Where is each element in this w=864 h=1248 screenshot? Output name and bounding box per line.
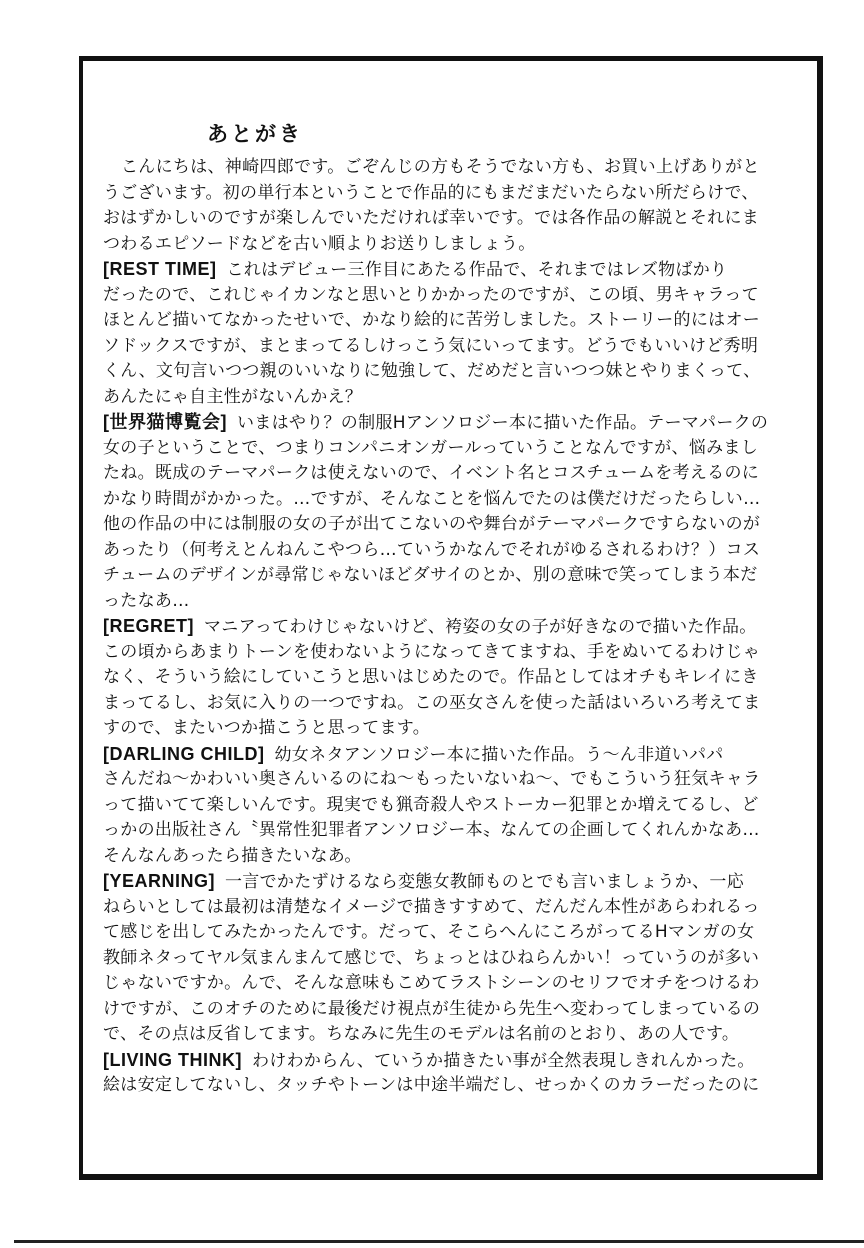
text-line bbox=[103, 538, 793, 564]
line-text: ったなあ… bbox=[103, 590, 190, 611]
text-line bbox=[103, 971, 793, 997]
text-line bbox=[103, 359, 793, 385]
line-text: 女の子ということで、つまりコンパニオンガールっていうことなんですが、悩みまし bbox=[103, 437, 759, 458]
section-heading: [REGRET] bbox=[103, 616, 194, 636]
line-text: ねらいとしては最初は清楚なイメージで描きすすめて、だんだん本性があらわれるっ bbox=[103, 896, 760, 917]
line-text: けですが、このオチのために最後だけ視点が生徒から先生へ変わってしまっているの bbox=[103, 998, 761, 1019]
line-text: すので、またいつか描こうと思ってます。 bbox=[103, 718, 430, 738]
line-text: まってるし、お気に入りの一つですね。この巫女さんを使った話はいろいろ考えてま bbox=[103, 692, 761, 713]
line-text: だったので、これじゃイカンなと思いとりかかったのですが、この頃、男キャラって bbox=[103, 284, 759, 305]
line-text: わけわからん、ていうか描きたい事が全然表現しきれんかった。 bbox=[252, 1050, 755, 1071]
line-text: たね。既成のテーマパークは使えないので、イベント名とコスチュームを考えるのに bbox=[103, 463, 760, 483]
section-heading: [REST TIME] bbox=[103, 259, 217, 279]
text-line bbox=[103, 869, 793, 895]
text-line bbox=[103, 283, 793, 309]
text-line bbox=[103, 461, 793, 487]
line-text: こんにちは、神崎四郎です。ごぞんじの方もそうでない方も、お買い上げありがと bbox=[121, 157, 760, 177]
line-text: うございます。初の単行本ということで作品的にもまだまだいたらない所だらけで、 bbox=[103, 182, 759, 203]
section-heading: [YEARNING] bbox=[103, 871, 215, 891]
line-text: 他の作品の中には制服の女の子が出てこないのや舞台がテーマパークですらないのが bbox=[103, 514, 761, 534]
text-line bbox=[103, 436, 793, 462]
text-line bbox=[103, 512, 793, 538]
text-line bbox=[103, 232, 793, 258]
line-text: 絵は安定してないし、タッチやトーンは中途半端だし、せっかくのカラーだったのに bbox=[103, 1075, 760, 1095]
text-line bbox=[103, 844, 793, 870]
text-line bbox=[103, 385, 793, 411]
text-line bbox=[103, 181, 793, 207]
line-text: あったり（何考えとんねんこやつら…ていうかなんでそれがゆるされるわけ？）コス bbox=[103, 539, 761, 560]
text-line bbox=[103, 920, 793, 946]
text-line bbox=[103, 691, 793, 717]
text-line bbox=[103, 334, 793, 360]
text-line bbox=[103, 895, 793, 921]
section-heading: [DARLING CHILD] bbox=[103, 743, 265, 764]
text-line bbox=[103, 818, 793, 844]
line-text: ほとんど描いてなかったせいで、かなり絵的に苦労しました。ストーリー的にはオー bbox=[103, 310, 761, 330]
afterword-text-body bbox=[103, 155, 793, 1099]
text-line bbox=[103, 563, 793, 589]
text-line bbox=[103, 410, 793, 436]
line-text: チュームのデザインが尋常じゃないほどダサイのとか、別の意味で笑ってしまう本だ bbox=[103, 565, 758, 585]
line-text: て感じを出してみたかったんです。だって、そこらへんにころがってるHマンガの女 bbox=[103, 922, 755, 942]
text-line bbox=[103, 308, 793, 334]
text-line bbox=[103, 589, 793, 615]
line-text: これはデビュー三作目にあたる作品で、それまではレズ物ばかり bbox=[226, 260, 728, 280]
line-text: 幼女ネタアンソロジー本に描いた作品。う〜ん非道いパパ bbox=[274, 744, 724, 765]
line-text: くん、文句言いつつ親のいいなりに勉強して、だめだと言いつつ妹とやりまくって、 bbox=[103, 361, 761, 381]
line-text: ソドックスですが、まとまってるしけっこう気にいってます。どうでもいいけど秀明 bbox=[103, 335, 759, 356]
line-text: かなり時間がかかった。…ですが、そんなことを悩んでたのは僕だけだったらしい… bbox=[103, 488, 761, 509]
line-text: じゃないですか。んで、そんな意味もこめてラストシーンのセリフでオチをつけるわ bbox=[103, 973, 760, 993]
line-text: 教師ネタってヤル気まんまんて感じで、ちょっとはひねらんかい！っていうのが多い bbox=[103, 947, 760, 968]
line-text: つわるエピソードなどを古い順よりお送りしましょう。 bbox=[103, 233, 536, 254]
line-text: なく、そういう絵にしていこうと思いはじめたので。作品としてはオチもキレイにき bbox=[103, 667, 759, 687]
line-text: っかの出版社さん〝異常性犯罪者アンソロジー本〟なんての企画してくれんかなあ… bbox=[103, 820, 760, 840]
text-line bbox=[103, 665, 793, 691]
line-text: そんなんあったら描きたいなあ。 bbox=[103, 845, 362, 866]
text-line bbox=[103, 614, 793, 640]
text-line bbox=[103, 206, 793, 232]
line-text: で、その点は反省してます。ちなみに先生のモデルは名前のとおり、あの人です。 bbox=[103, 1024, 740, 1044]
line-text: いまはやり？の制服Hアンソロジー本に描いた作品。テーマパークの bbox=[237, 413, 769, 433]
line-text: おはずかしいのですが楽しんでいただければ幸いです。では各作品の解説とそれにま bbox=[103, 208, 760, 228]
text-line bbox=[103, 793, 793, 819]
section-heading: [世界猫博覧会] bbox=[103, 412, 227, 432]
text-line bbox=[103, 1073, 793, 1099]
text-line bbox=[103, 742, 793, 768]
text-line bbox=[103, 640, 793, 666]
line-text: マニアってわけじゃないけど、袴姿の女の子が好きなので描いた作品。 bbox=[204, 617, 757, 637]
text-line bbox=[103, 257, 793, 283]
text-line bbox=[103, 487, 793, 513]
line-text: って描いてて楽しいんです。現実でも猟奇殺人やストーカー犯罪とか増えてるし、ど bbox=[103, 794, 759, 815]
section-heading: [LIVING THINK] bbox=[103, 1049, 242, 1070]
text-line bbox=[103, 997, 793, 1023]
text-line bbox=[103, 946, 793, 972]
line-text: 一言でかたずけるなら変態女教師ものとでも言いましょうか、一応 bbox=[225, 872, 744, 892]
text-line bbox=[103, 1022, 793, 1048]
line-text: この頃からあまりトーンを使わないようになってきてますね、手をぬいてるわけじゃ bbox=[103, 641, 761, 662]
line-text: あんたにゃ自主性がないんかえ？ bbox=[103, 386, 363, 407]
line-text: さんだね〜かわいい奥さんいるのにね〜もったいないね〜、でもこういう狂気キャラ bbox=[103, 769, 761, 789]
text-line bbox=[103, 767, 793, 793]
text-line bbox=[103, 155, 793, 181]
text-line bbox=[103, 1048, 793, 1074]
bottom-edge-line bbox=[14, 1240, 864, 1243]
page-title: あとがき bbox=[207, 122, 303, 146]
text-line bbox=[103, 716, 793, 742]
